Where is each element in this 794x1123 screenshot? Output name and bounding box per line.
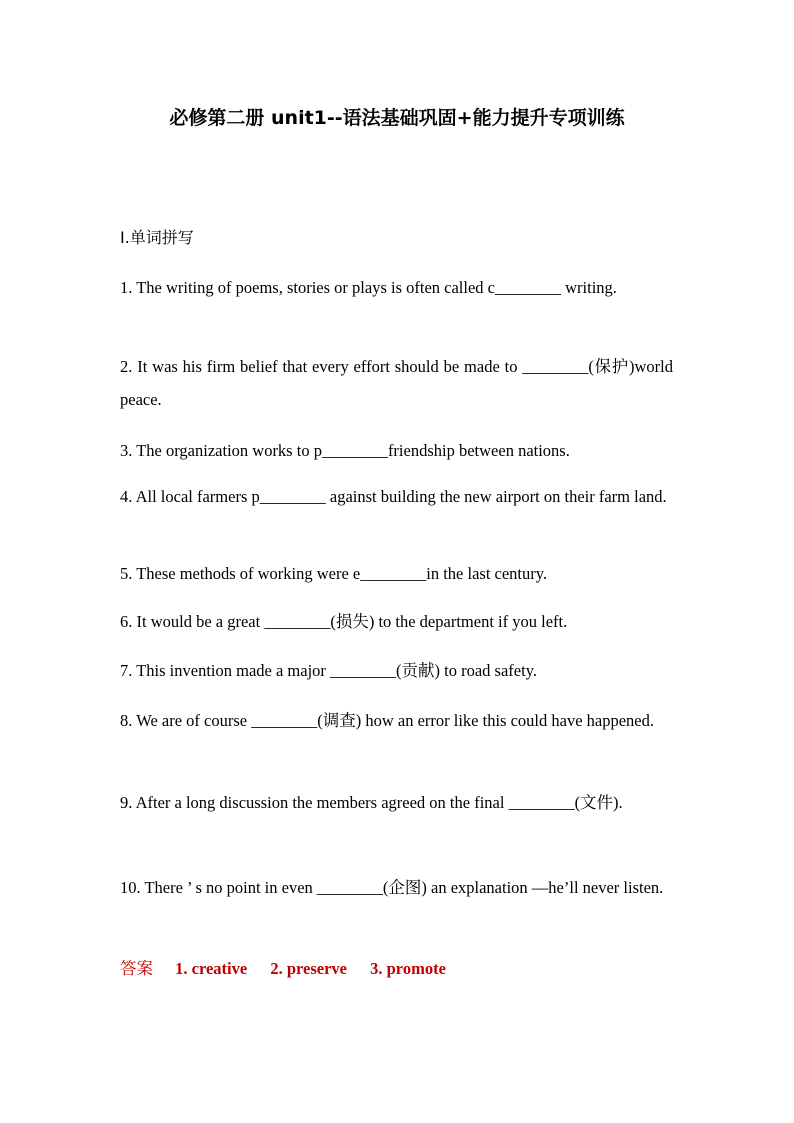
answer-1: 1. creative (175, 959, 248, 978)
answer-3: 3. promote (370, 959, 446, 978)
question-5: 5. These methods of working were e________in the last century. (120, 564, 548, 583)
question-1: 1. The writing of poems, stories or plays is often called c________ writing. (120, 278, 617, 297)
answer-key (120, 955, 465, 983)
answer-2: 2. preserve (270, 959, 347, 978)
page-title: 必修第二册 unit1--语法基础巩固+能力提升专项训练 (169, 107, 625, 129)
question-9: 9. After a long discussion the members agreed on the final ________(文件). (120, 793, 623, 812)
question-4: 4. All local farmers p________ against building the new airport on their farm land. (120, 487, 667, 506)
question-3: 3. The organization works to p________friendship between nations. (120, 441, 570, 460)
question-10: 10. There ’ s no point in even ________(企图) an explanation —he’ll never listen. (120, 878, 664, 897)
section-heading: Ⅰ.单词拼写 (120, 228, 194, 247)
question-6: 6. It would be a great ________(损失) to the department if you left. (120, 612, 568, 631)
question-2: 2. It was his firm belief that every effort should be made to ________(保护)world peace. (120, 357, 673, 409)
question-7: 7. This invention made a major ________(贡献) to road safety. (120, 661, 537, 680)
answer-key-label: 答案 (120, 959, 153, 978)
question-8: 8. We are of course ________(调查) how an error like this could have happened. (120, 711, 654, 730)
